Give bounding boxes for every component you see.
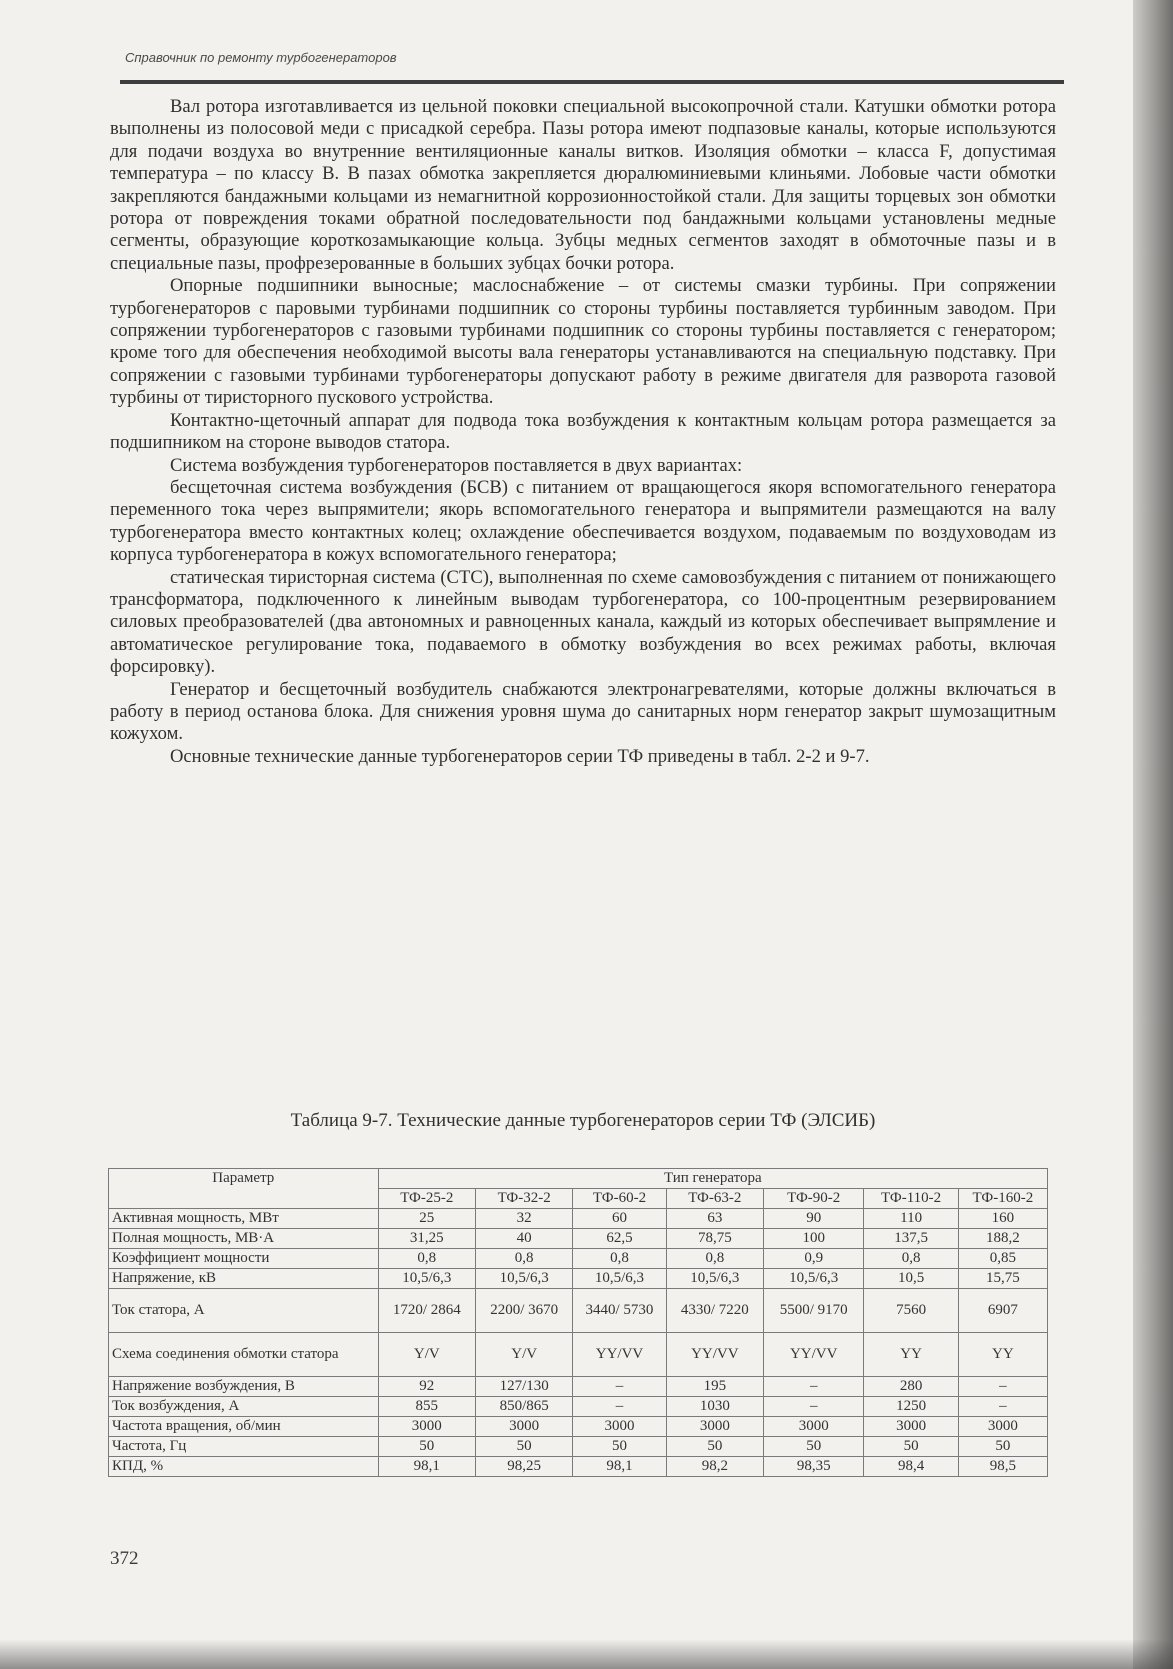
value-cell: 188,2 bbox=[958, 1229, 1047, 1249]
value-cell: 3000 bbox=[764, 1417, 864, 1437]
paragraph: Основные технические данные турбогенераторов серии ТФ приведены в табл. 2-2 и 9-7. bbox=[170, 745, 870, 767]
column-header: ТФ-32-2 bbox=[475, 1189, 572, 1209]
paragraph: Контактно-щеточный аппарат для подвода тока возбуждения к контактным кольцам ротора размещается за подшипником на стороне выводов статора. bbox=[110, 409, 1056, 454]
group-header: Тип генератора bbox=[378, 1169, 1047, 1189]
column-header: ТФ-63-2 bbox=[666, 1189, 763, 1209]
value-cell: 1250 bbox=[864, 1397, 958, 1417]
value-cell: 2200/ 3670 bbox=[475, 1289, 572, 1333]
value-cell: 50 bbox=[475, 1437, 572, 1457]
table-row bbox=[109, 1397, 1048, 1417]
value-cell: 98,1 bbox=[378, 1457, 475, 1477]
table-row bbox=[109, 1289, 1048, 1333]
value-cell: YY/VV bbox=[666, 1333, 763, 1377]
value-cell: 850/865 bbox=[475, 1397, 572, 1417]
table-row bbox=[109, 1417, 1048, 1437]
bottom-shadow bbox=[0, 1639, 1173, 1669]
value-cell: 0,8 bbox=[864, 1249, 958, 1269]
value-cell: YY bbox=[958, 1333, 1047, 1377]
value-cell: 7560 bbox=[864, 1289, 958, 1333]
value-cell: 0,8 bbox=[666, 1249, 763, 1269]
body-text bbox=[110, 96, 1056, 768]
value-cell: 0,9 bbox=[764, 1249, 864, 1269]
value-cell: 98,1 bbox=[573, 1457, 666, 1477]
page-edge-shadow bbox=[1133, 0, 1173, 1669]
value-cell: 137,5 bbox=[864, 1229, 958, 1249]
value-cell: YY/VV bbox=[764, 1333, 864, 1377]
value-cell: 92 bbox=[378, 1377, 475, 1397]
table-body bbox=[109, 1209, 1048, 1477]
value-cell: Y/V bbox=[378, 1333, 475, 1377]
value-cell: 0,85 bbox=[958, 1249, 1047, 1269]
value-cell: 3000 bbox=[666, 1417, 763, 1437]
value-cell: 60 bbox=[573, 1209, 666, 1229]
table-header-row bbox=[109, 1169, 1048, 1189]
running-head: Справочник по ремонту турбогенераторов bbox=[125, 50, 397, 65]
param-cell: Частота, Гц bbox=[109, 1437, 379, 1457]
paragraph: Генератор и бесщеточный возбудитель снабжаются электронагревателями, которые должны включаться в работу в период останова блока. Для снижения уровня шума до санитарных норм генератор закрыт шумозащитным кожухом. bbox=[110, 678, 1056, 745]
value-cell: 98,5 bbox=[958, 1457, 1047, 1477]
value-cell: 0,8 bbox=[573, 1249, 666, 1269]
param-cell: Активная мощность, МВт bbox=[109, 1209, 379, 1229]
value-cell: 50 bbox=[573, 1437, 666, 1457]
value-cell: 63 bbox=[666, 1209, 763, 1229]
table-row bbox=[109, 1269, 1048, 1289]
table-row bbox=[109, 1377, 1048, 1397]
column-header: ТФ-90-2 bbox=[764, 1189, 864, 1209]
value-cell: 15,75 bbox=[958, 1269, 1047, 1289]
value-cell: 10,5/6,3 bbox=[378, 1269, 475, 1289]
value-cell: 25 bbox=[378, 1209, 475, 1229]
paragraph: Опорные подшипники выносные; маслоснабжение – от системы смазки турбины. При сопряжении турбогенераторов с паровыми турбинами подшипник со стороны турбины поставляется турбинным заводом. При сопряжении турбогенераторов с газовыми турбинами подшипник со стороны турбины поставляется с генератором; кроме того для обеспечения необходимой высоты вала генераторы устанавливаются на специальную подставку. При сопряжении с газовыми турбинами турбогенераторы допускают работу в режиме двигателя для разворота газовой турбины от тиристорного пускового устройства. bbox=[110, 275, 1056, 409]
param-cell: Частота вращения, об/мин bbox=[109, 1417, 379, 1437]
value-cell: – bbox=[764, 1397, 864, 1417]
value-cell: 5500/ 9170 bbox=[764, 1289, 864, 1333]
value-cell: 195 bbox=[666, 1377, 763, 1397]
page-number: 372 bbox=[110, 1548, 139, 1569]
value-cell: 100 bbox=[764, 1229, 864, 1249]
param-cell: Схема соединения обмотки статора bbox=[109, 1333, 379, 1377]
param-cell: Ток возбуждения, А bbox=[109, 1397, 379, 1417]
value-cell: 3000 bbox=[864, 1417, 958, 1437]
value-cell: – bbox=[573, 1397, 666, 1417]
value-cell: YY/VV bbox=[573, 1333, 666, 1377]
table-row bbox=[109, 1229, 1048, 1249]
table-caption: Таблица 9-7. Технические данные турбогенераторов серии ТФ (ЭЛСИБ) bbox=[290, 1110, 876, 1131]
value-cell: 1030 bbox=[666, 1397, 763, 1417]
value-cell: 10,5 bbox=[864, 1269, 958, 1289]
value-cell: 3000 bbox=[378, 1417, 475, 1437]
column-header: ТФ-110-2 bbox=[864, 1189, 958, 1209]
param-cell: Ток статора, А bbox=[109, 1289, 379, 1333]
paragraph: статическая тиристорная система (СТС), выполненная по схеме самовозбуждения с питанием от понижающего трансформатора, подключенного к линейным выводам турбогенератора, со 100-процентным резервированием силовых преобразователей (два автономных и равноценных канала, каждый из которых обеспечивает выпрямление и автоматическое регулирование тока, подаваемого в обмотку возбуждения во всех режимах работы, включая форсировку). bbox=[110, 566, 1056, 678]
value-cell: 3000 bbox=[573, 1417, 666, 1437]
value-cell: 50 bbox=[864, 1437, 958, 1457]
value-cell: 98,35 bbox=[764, 1457, 864, 1477]
value-cell: 98,25 bbox=[475, 1457, 572, 1477]
value-cell: 127/130 bbox=[475, 1377, 572, 1397]
value-cell: 50 bbox=[666, 1437, 763, 1457]
value-cell: YY bbox=[864, 1333, 958, 1377]
value-cell: 10,5/6,3 bbox=[573, 1269, 666, 1289]
value-cell: 50 bbox=[378, 1437, 475, 1457]
value-cell: 10,5/6,3 bbox=[666, 1269, 763, 1289]
value-cell: 160 bbox=[958, 1209, 1047, 1229]
value-cell: 50 bbox=[958, 1437, 1047, 1457]
value-cell: 62,5 bbox=[573, 1229, 666, 1249]
value-cell: 855 bbox=[378, 1397, 475, 1417]
value-cell: 4330/ 7220 bbox=[666, 1289, 763, 1333]
value-cell: Y/V bbox=[475, 1333, 572, 1377]
value-cell: 3000 bbox=[475, 1417, 572, 1437]
value-cell: 1720/ 2864 bbox=[378, 1289, 475, 1333]
value-cell: 10,5/6,3 bbox=[475, 1269, 572, 1289]
table-row bbox=[109, 1249, 1048, 1269]
paragraph: Система возбуждения турбогенераторов поставляется в двух вариантах: bbox=[170, 454, 743, 476]
value-cell: 280 bbox=[864, 1377, 958, 1397]
paragraph: бесщеточная система возбуждения (БСВ) с питанием от вращающегося якоря вспомогательного генератора переменного тока через выпрямители; якорь вспомогательного генератора и выпрямители размещаются на валу турбогенератора вместо контактных колец; охлаждение обеспечивается воздухом, подаваемым по воздуховодам из корпуса турбогенератора в кожух вспомогательного генератора; bbox=[110, 476, 1056, 566]
table-row bbox=[109, 1437, 1048, 1457]
value-cell: 50 bbox=[764, 1437, 864, 1457]
value-cell: – bbox=[573, 1377, 666, 1397]
value-cell: 0,8 bbox=[475, 1249, 572, 1269]
param-cell: Коэффициент мощности bbox=[109, 1249, 379, 1269]
table-row bbox=[109, 1457, 1048, 1477]
value-cell: – bbox=[958, 1397, 1047, 1417]
value-cell: – bbox=[764, 1377, 864, 1397]
param-cell: Напряжение возбуждения, В bbox=[109, 1377, 379, 1397]
value-cell: 32 bbox=[475, 1209, 572, 1229]
param-cell: КПД, % bbox=[109, 1457, 379, 1477]
param-cell: Полная мощность, МВ·А bbox=[109, 1229, 379, 1249]
value-cell: 3440/ 5730 bbox=[573, 1289, 666, 1333]
value-cell: 98,4 bbox=[864, 1457, 958, 1477]
value-cell: 10,5/6,3 bbox=[764, 1269, 864, 1289]
table-row bbox=[109, 1333, 1048, 1377]
data-table bbox=[108, 1168, 1048, 1477]
column-header: ТФ-160-2 bbox=[958, 1189, 1047, 1209]
value-cell: 0,8 bbox=[378, 1249, 475, 1269]
paragraph: Вал ротора изготавливается из цельной поковки специальной высокопрочной стали. Катушки обмотки ротора выполнены из полосовой меди с присадкой серебра. Пазы ротора имеют подпазовые каналы, которые используются для подачи воздуха во внутренние вентиляционные каналы витков. Изоляция обмотки – класса F, допустимая температура – по классу B. В пазах обмотка закрепляется дюралюминиевыми клиньями. Лобовые части обмотки закрепляются бандажными кольцами из немагнитной коррозионностойкой стали. Для защиты торцевых зон обмотки ротора от повреждения токами обратной последовательности под бандажными кольцами установлены медные сегменты, образующие короткозамыкающие кольца. Зубцы медных сегментов заходят в обмоточные пазы и в специальные пазы, профрезерованные в больших зубцах бочки ротора. bbox=[110, 96, 1056, 274]
param-header: Параметр bbox=[109, 1169, 379, 1209]
value-cell: – bbox=[958, 1377, 1047, 1397]
value-cell: 31,25 bbox=[378, 1229, 475, 1249]
param-cell: Напряжение, кВ bbox=[109, 1269, 379, 1289]
value-cell: 3000 bbox=[958, 1417, 1047, 1437]
value-cell: 90 bbox=[764, 1209, 864, 1229]
value-cell: 6907 bbox=[958, 1289, 1047, 1333]
column-header: ТФ-60-2 bbox=[573, 1189, 666, 1209]
value-cell: 110 bbox=[864, 1209, 958, 1229]
value-cell: 78,75 bbox=[666, 1229, 763, 1249]
column-header: ТФ-25-2 bbox=[378, 1189, 475, 1209]
table-row bbox=[109, 1209, 1048, 1229]
header-rule bbox=[120, 80, 1064, 84]
value-cell: 98,2 bbox=[666, 1457, 763, 1477]
value-cell: 40 bbox=[475, 1229, 572, 1249]
